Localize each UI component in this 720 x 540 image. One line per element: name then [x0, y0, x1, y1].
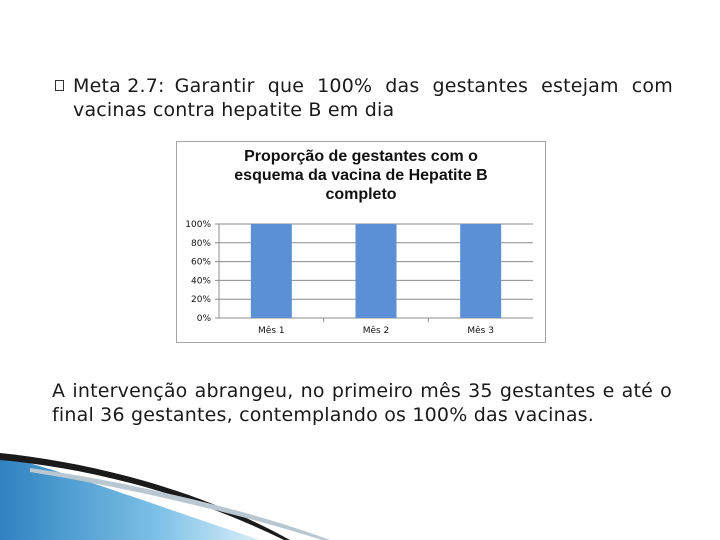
goal-text-line2: vacinas contra hepatite B em dia — [73, 99, 395, 121]
chart-title-line-2: esquema da vacina de Hepatite B — [234, 167, 488, 184]
bar — [460, 224, 501, 318]
summary-line-1: A intervenção abrangeu, no primeiro mês 35 gestantes e até o — [52, 380, 672, 402]
y-tick-label: 80% — [190, 238, 211, 249]
y-tick-label: 40% — [190, 276, 211, 287]
x-tick-label: Mês 1 — [258, 326, 285, 336]
goal-label: Meta 2.7: — [73, 75, 165, 97]
x-tick-label: Mês 3 — [467, 326, 494, 336]
chart-title-line-3: completo — [325, 186, 397, 203]
summary-paragraph — [52, 379, 672, 427]
y-tick-label: 60% — [190, 257, 211, 268]
goal-text-line1: Garantir que 100% das gestantes estejam com — [174, 75, 673, 97]
y-tick-label: 0% — [196, 314, 211, 324]
chart-title-line-1: Proporção de gestantes com o — [244, 148, 478, 165]
x-tick-label: Mês 2 — [362, 326, 390, 336]
bar — [251, 224, 292, 318]
y-tick-label: 20% — [190, 295, 211, 306]
summary-line-2: final 36 gestantes, contemplando os 100% das vacinas. — [52, 404, 594, 426]
bar — [356, 224, 397, 318]
y-tick-label: 100% — [185, 220, 211, 230]
